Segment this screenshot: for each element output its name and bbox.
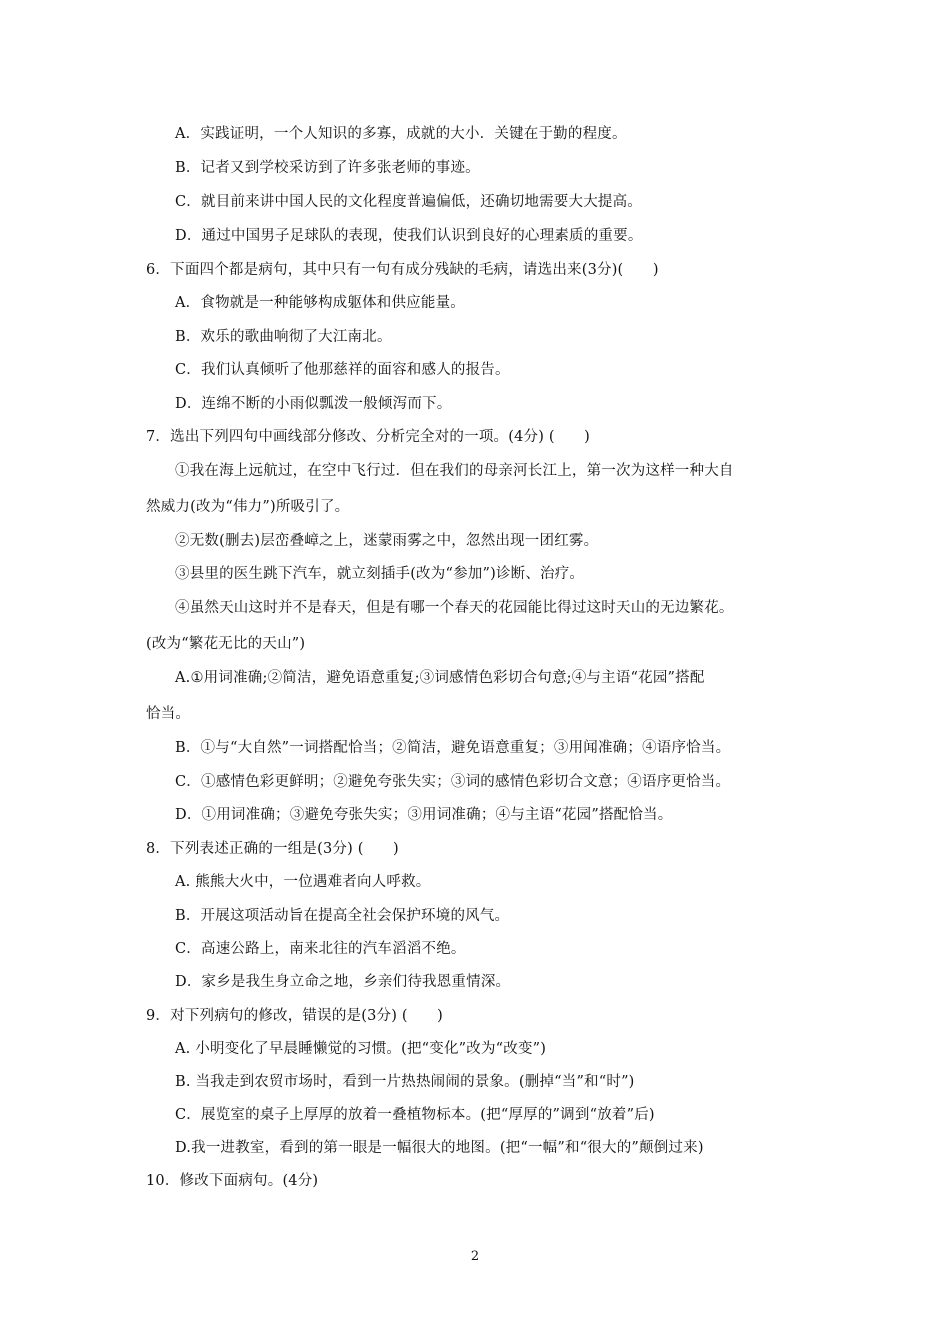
text-line: D．①用词准确；③避免夸张失实；③用词准确；④与主语“花园”搭配恰当。 xyxy=(175,807,673,823)
text-line: A．食物就是一种能够构成躯体和供应能量。 xyxy=(175,295,465,311)
text-line: D．家乡是我生身立命之地，乡亲们待我恩重情深。 xyxy=(175,974,511,990)
page-number: 2 xyxy=(470,1249,480,1264)
text-line: 9．对下列病句的修改，错误的是(3分) ( ) xyxy=(146,1008,443,1024)
text-line: 然威力(改为“伟力”)所吸引了。 xyxy=(146,499,350,515)
text-line: C．展览室的桌子上厚厚的放着一叠植物标本。(把“厚厚的”调到“放着”后) xyxy=(175,1107,655,1123)
text-line: B．欢乐的歌曲响彻了大江南北。 xyxy=(175,329,392,345)
text-line: ①我在海上远航过，在空中飞行过．但在我们的母亲河长江上，第一次为这样一种大自 xyxy=(175,463,734,479)
text-line: 7．选出下列四句中画线部分修改、分析完全对的一项。(4分) ( ) xyxy=(146,429,590,445)
text-line: 6．下面四个都是病句，其中只有一句有成分残缺的毛病，请选出来(3分)( ) xyxy=(146,262,659,278)
text-line: B．记者又到学校采访到了许多张老师的事迹。 xyxy=(175,160,480,176)
text-line: C．高速公路上，南来北往的汽车滔滔不绝。 xyxy=(175,941,466,957)
text-line: A. 小明变化了早晨睡懒觉的习惯。(把“变化”改为“改变”) xyxy=(175,1041,547,1057)
text-line: D．通过中国男子足球队的表现，使我们认识到良好的心理素质的重要。 xyxy=(175,228,643,244)
text-line: ③县里的医生跳下汽车，就立刻插手(改为“参加”)诊断、治疗。 xyxy=(175,566,585,582)
text-line: D．连绵不断的小雨似瓢泼一般倾泻而下。 xyxy=(175,396,452,412)
text-line: B．①与“大自然”一词搭配恰当；②简洁，避免语意重复；③用闻准确；④语序恰当。 xyxy=(175,740,731,756)
text-line: ②无数(删去)层峦叠嶂之上，迷蒙雨雾之中，忽然出现一团红雾。 xyxy=(175,533,599,549)
text-line: B. 当我走到农贸市场时，看到一片热热闹闹的景象。(删掉“当”和“时”) xyxy=(175,1074,635,1090)
text-line: C．①感情色彩更鲜明；②避免夸张失实；③词的感情色彩切合文意；④语序更恰当。 xyxy=(175,774,731,790)
text-line: D.我一进教室，看到的第一眼是一幅很大的地图。(把“一幅”和“很大的”颠倒过来) xyxy=(175,1140,704,1156)
text-line: C．就目前来讲中国人民的文化程度普遍偏低，还确切地需要大大提高。 xyxy=(175,194,642,210)
text-line: (改为“繁花无比的天山”) xyxy=(146,636,306,652)
text-line: A. 熊熊大火中，一位遇难者向人呼救。 xyxy=(175,874,431,890)
text-line: C．我们认真倾听了他那慈祥的面容和感人的报告。 xyxy=(175,362,510,378)
text-line: 8．下列表述正确的一组是(3分) ( ) xyxy=(146,841,399,857)
text-line: 10．修改下面病句。(4分) xyxy=(146,1173,319,1189)
text-line: 恰当。 xyxy=(146,706,191,722)
text-line: A．实践证明，一个人知识的多寡，成就的大小．关键在于勤的程度。 xyxy=(175,126,627,142)
text-line: A.①用词准确;②简洁，避免语意重复;③词感情色彩切合句意;④与主语“花园”搭配 xyxy=(175,670,705,686)
text-line: ④虽然天山这时并不是春天，但是有哪一个春天的花园能比得过这时天山的无边繁花。 xyxy=(175,600,734,616)
text-line: B．开展这项活动旨在提高全社会保护环境的风气。 xyxy=(175,908,510,924)
